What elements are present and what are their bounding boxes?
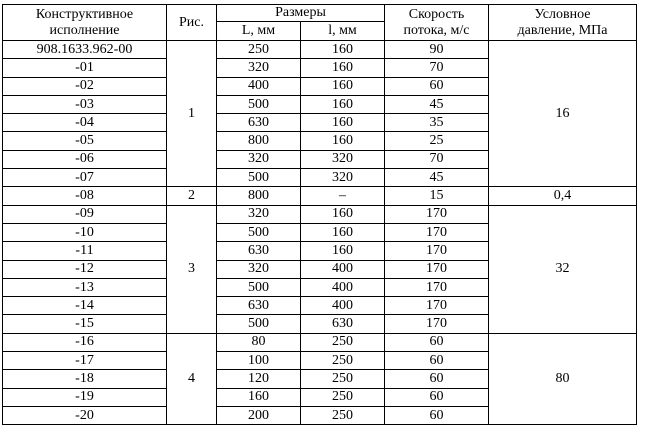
cell-variant: -19 bbox=[3, 388, 167, 406]
cell-L: 500 bbox=[217, 169, 301, 187]
cell-fig: 3 bbox=[167, 205, 217, 333]
cell-variant: -08 bbox=[3, 187, 167, 205]
cell-pressure: 0,4 bbox=[489, 187, 637, 205]
cell-variant: -10 bbox=[3, 223, 167, 241]
cell-speed: 170 bbox=[385, 205, 489, 223]
header-sizes: Размеры bbox=[217, 5, 385, 22]
cell-L: 160 bbox=[217, 388, 301, 406]
cell-l: 250 bbox=[301, 333, 385, 351]
cell-speed: 170 bbox=[385, 242, 489, 260]
header-variant-line1: Конструктивное bbox=[35, 6, 134, 22]
cell-L: 320 bbox=[217, 150, 301, 168]
cell-l: 630 bbox=[301, 315, 385, 333]
cell-pressure: 80 bbox=[489, 333, 637, 424]
cell-L: 800 bbox=[217, 132, 301, 150]
cell-variant: -15 bbox=[3, 315, 167, 333]
cell-L: 500 bbox=[217, 315, 301, 333]
cell-variant: -03 bbox=[3, 95, 167, 113]
cell-l: 400 bbox=[301, 297, 385, 315]
cell-l: 400 bbox=[301, 260, 385, 278]
cell-fig: 1 bbox=[167, 41, 217, 187]
cell-L: 800 bbox=[217, 187, 301, 205]
cell-speed: 35 bbox=[385, 114, 489, 132]
cell-variant: -14 bbox=[3, 297, 167, 315]
cell-L: 120 bbox=[217, 370, 301, 388]
cell-l: 320 bbox=[301, 150, 385, 168]
cell-speed: 170 bbox=[385, 260, 489, 278]
header-speed-line1: Скорость bbox=[408, 6, 465, 22]
cell-L: 250 bbox=[217, 41, 301, 59]
cell-L: 320 bbox=[217, 260, 301, 278]
header-l: l, мм bbox=[301, 22, 385, 41]
cell-variant: -16 bbox=[3, 333, 167, 351]
cell-L: 100 bbox=[217, 352, 301, 370]
spec-table bbox=[2, 4, 637, 425]
cell-L: 200 bbox=[217, 406, 301, 424]
cell-speed: 45 bbox=[385, 95, 489, 113]
cell-l: 160 bbox=[301, 205, 385, 223]
cell-speed: 60 bbox=[385, 406, 489, 424]
cell-L: 80 bbox=[217, 333, 301, 351]
cell-variant: -09 bbox=[3, 205, 167, 223]
spec-table-wrapper bbox=[2, 4, 637, 425]
cell-pressure: 32 bbox=[489, 205, 637, 333]
cell-L: 500 bbox=[217, 223, 301, 241]
cell-variant: -05 bbox=[3, 132, 167, 150]
cell-speed: 70 bbox=[385, 150, 489, 168]
table-row bbox=[3, 41, 637, 59]
table-body bbox=[3, 41, 637, 425]
table-header bbox=[3, 5, 637, 41]
table-row bbox=[3, 187, 637, 205]
cell-l: 160 bbox=[301, 41, 385, 59]
cell-variant: -20 bbox=[3, 406, 167, 424]
cell-variant: -07 bbox=[3, 169, 167, 187]
cell-L: 320 bbox=[217, 205, 301, 223]
cell-variant: -06 bbox=[3, 150, 167, 168]
cell-variant: -04 bbox=[3, 114, 167, 132]
cell-l: 160 bbox=[301, 242, 385, 260]
cell-l: – bbox=[301, 187, 385, 205]
cell-l: 160 bbox=[301, 77, 385, 95]
cell-l: 160 bbox=[301, 132, 385, 150]
cell-fig: 4 bbox=[167, 333, 217, 424]
cell-pressure: 16 bbox=[489, 41, 637, 187]
cell-speed: 170 bbox=[385, 315, 489, 333]
cell-speed: 170 bbox=[385, 223, 489, 241]
cell-l: 160 bbox=[301, 95, 385, 113]
cell-l: 250 bbox=[301, 352, 385, 370]
cell-variant: -11 bbox=[3, 242, 167, 260]
cell-speed: 60 bbox=[385, 370, 489, 388]
cell-L: 500 bbox=[217, 278, 301, 296]
cell-l: 320 bbox=[301, 169, 385, 187]
cell-speed: 90 bbox=[385, 41, 489, 59]
cell-speed: 60 bbox=[385, 388, 489, 406]
cell-speed: 25 bbox=[385, 132, 489, 150]
cell-speed: 60 bbox=[385, 77, 489, 95]
cell-l: 250 bbox=[301, 388, 385, 406]
header-variant-line2: исполнение bbox=[49, 22, 120, 38]
header-pressure-line1: Условное bbox=[534, 6, 591, 22]
cell-L: 630 bbox=[217, 114, 301, 132]
cell-speed: 60 bbox=[385, 333, 489, 351]
header-L: L, мм bbox=[217, 22, 301, 41]
cell-speed: 45 bbox=[385, 169, 489, 187]
cell-speed: 15 bbox=[385, 187, 489, 205]
header-fig: Рис. bbox=[167, 5, 217, 41]
cell-speed: 70 bbox=[385, 59, 489, 77]
cell-speed: 170 bbox=[385, 297, 489, 315]
cell-fig: 2 bbox=[167, 187, 217, 205]
table-row bbox=[3, 205, 637, 223]
header-pressure bbox=[489, 5, 637, 41]
cell-variant: 908.1633.962-00 bbox=[3, 41, 167, 59]
cell-variant: -12 bbox=[3, 260, 167, 278]
cell-variant: -17 bbox=[3, 352, 167, 370]
cell-variant: -01 bbox=[3, 59, 167, 77]
cell-l: 160 bbox=[301, 223, 385, 241]
cell-variant: -13 bbox=[3, 278, 167, 296]
cell-l: 160 bbox=[301, 59, 385, 77]
cell-speed: 170 bbox=[385, 278, 489, 296]
table-row bbox=[3, 333, 637, 351]
header-speed-line2: потока, м/с bbox=[403, 22, 470, 38]
cell-l: 400 bbox=[301, 278, 385, 296]
cell-speed: 60 bbox=[385, 352, 489, 370]
cell-l: 250 bbox=[301, 370, 385, 388]
cell-L: 500 bbox=[217, 95, 301, 113]
header-variant bbox=[3, 5, 167, 41]
header-speed bbox=[385, 5, 489, 41]
cell-variant: -18 bbox=[3, 370, 167, 388]
cell-L: 400 bbox=[217, 77, 301, 95]
cell-L: 320 bbox=[217, 59, 301, 77]
cell-l: 160 bbox=[301, 114, 385, 132]
cell-l: 250 bbox=[301, 406, 385, 424]
cell-L: 630 bbox=[217, 297, 301, 315]
header-pressure-line2: давление, МПа bbox=[517, 22, 608, 38]
cell-variant: -02 bbox=[3, 77, 167, 95]
cell-L: 630 bbox=[217, 242, 301, 260]
